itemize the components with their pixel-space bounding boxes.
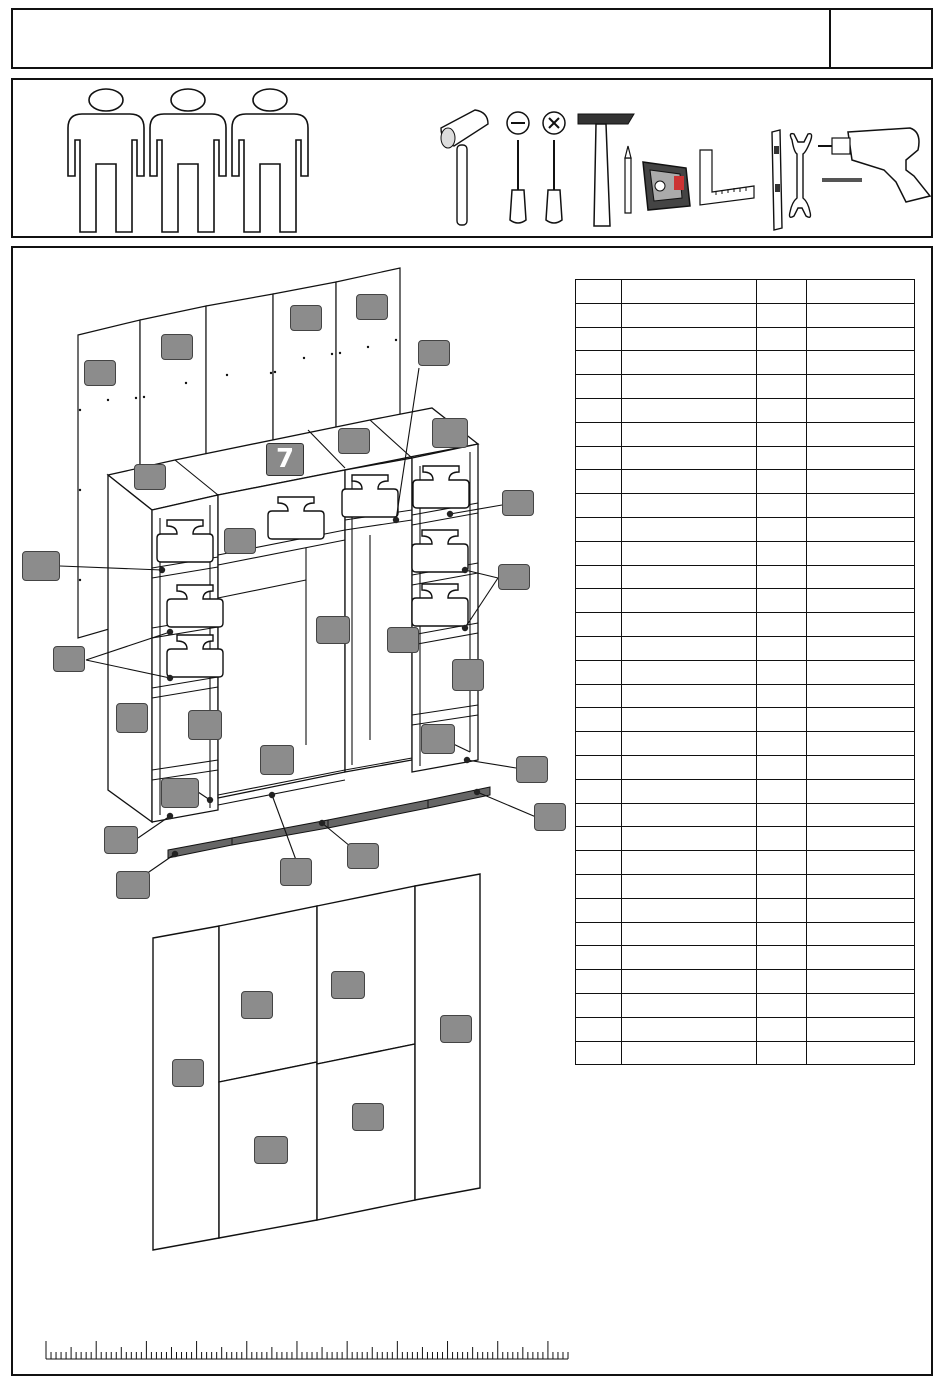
parts-table-row xyxy=(576,660,915,684)
parts-table-cell xyxy=(757,375,807,399)
part-tag xyxy=(254,1136,288,1164)
part-tag xyxy=(134,464,166,490)
parts-table-cell xyxy=(807,898,915,922)
parts-table-cell xyxy=(807,398,915,422)
parts-table-cell xyxy=(622,946,757,970)
part-tag xyxy=(161,334,193,360)
parts-table-cell xyxy=(576,827,622,851)
part-tag xyxy=(172,1059,204,1087)
parts-table-cell xyxy=(807,827,915,851)
parts-table-cell xyxy=(576,351,622,375)
parts-table-cell xyxy=(757,327,807,351)
parts-table-cell xyxy=(576,660,622,684)
parts-table-cell xyxy=(807,851,915,875)
parts-table-cell xyxy=(622,589,757,613)
parts-table-cell xyxy=(576,636,622,660)
parts-table-cell xyxy=(576,922,622,946)
parts-table-cell xyxy=(807,565,915,589)
parts-table-cell xyxy=(622,494,757,518)
parts-table-cell xyxy=(576,303,622,327)
parts-table-cell xyxy=(807,351,915,375)
parts-table-cell xyxy=(576,517,622,541)
parts-table-cell xyxy=(807,303,915,327)
parts-table-cell xyxy=(757,636,807,660)
try-square-icon xyxy=(700,150,754,205)
parts-table-row xyxy=(576,993,915,1017)
parts-table-cell xyxy=(576,803,622,827)
parts-table-cell xyxy=(622,660,757,684)
parts-table-cell xyxy=(576,613,622,637)
parts-table-cell xyxy=(807,613,915,637)
part-tag xyxy=(116,871,150,899)
parts-table-cell xyxy=(757,1017,807,1041)
parts-table-cell xyxy=(757,1041,807,1065)
parts-table-row xyxy=(576,375,915,399)
parts-table-cell xyxy=(576,422,622,446)
parts-table-row xyxy=(576,946,915,970)
parts-table-cell xyxy=(807,946,915,970)
part-tag xyxy=(188,710,222,740)
parts-table-cell xyxy=(807,684,915,708)
part-tag xyxy=(161,778,199,808)
part-tag xyxy=(418,340,450,366)
parts-table-cell xyxy=(622,422,757,446)
part-tag xyxy=(452,659,484,691)
part-tag xyxy=(331,971,365,999)
parts-table-cell xyxy=(757,541,807,565)
parts-table-cell xyxy=(576,755,622,779)
parts-table-cell xyxy=(576,779,622,803)
parts-table-cell xyxy=(622,922,757,946)
part-tag xyxy=(338,428,370,454)
ruler xyxy=(46,1341,568,1359)
wrench-icon xyxy=(790,134,812,218)
parts-table-row xyxy=(576,422,915,446)
parts-table-cell xyxy=(576,732,622,756)
parts-table-cell xyxy=(757,993,807,1017)
parts-table-cell xyxy=(576,541,622,565)
parts-table-cell xyxy=(622,613,757,637)
parts-table-cell xyxy=(757,613,807,637)
phillips-screwdriver-icon xyxy=(543,112,565,223)
parts-table-cell xyxy=(757,422,807,446)
parts-table-cell xyxy=(807,874,915,898)
parts-table-cell xyxy=(807,922,915,946)
parts-table-row xyxy=(576,1041,915,1065)
person-icon xyxy=(232,89,308,232)
parts-table-cell xyxy=(622,303,757,327)
parts-table-cell xyxy=(807,993,915,1017)
parts-table-cell xyxy=(576,993,622,1017)
parts-table-row xyxy=(576,351,915,375)
part-tag xyxy=(316,616,350,644)
parts-table-cell xyxy=(757,827,807,851)
parts-table-cell xyxy=(622,1041,757,1065)
parts-table-cell xyxy=(757,351,807,375)
parts-table-cell xyxy=(757,660,807,684)
parts-table-cell xyxy=(807,470,915,494)
parts-table-row xyxy=(576,636,915,660)
parts-table-cell xyxy=(576,470,622,494)
parts-table-row xyxy=(576,1017,915,1041)
parts-table-cell xyxy=(576,708,622,732)
part-tag xyxy=(440,1015,472,1043)
parts-table-row xyxy=(576,280,915,304)
part-tag xyxy=(53,646,85,672)
parts-table xyxy=(575,279,915,1065)
parts-table-cell xyxy=(807,970,915,994)
mallet-icon xyxy=(441,110,488,225)
parts-table-row xyxy=(576,565,915,589)
parts-table-cell xyxy=(576,375,622,399)
parts-table-cell xyxy=(576,874,622,898)
parts-table-cell xyxy=(576,565,622,589)
parts-table-cell xyxy=(576,970,622,994)
part-tag xyxy=(104,826,138,854)
parts-table-row xyxy=(576,898,915,922)
parts-table-row xyxy=(576,732,915,756)
parts-table-cell xyxy=(757,470,807,494)
parts-table-row xyxy=(576,517,915,541)
parts-table-cell xyxy=(576,446,622,470)
parts-table-row xyxy=(576,708,915,732)
parts-table-cell xyxy=(757,565,807,589)
parts-table-row xyxy=(576,922,915,946)
parts-table-cell xyxy=(757,946,807,970)
parts-table-cell xyxy=(622,565,757,589)
part-tag xyxy=(347,843,379,869)
person-icon xyxy=(68,89,144,232)
parts-table-row xyxy=(576,755,915,779)
parts-table-cell xyxy=(757,779,807,803)
parts-table-cell xyxy=(807,636,915,660)
parts-table-cell xyxy=(807,755,915,779)
part-tag xyxy=(432,418,468,448)
parts-table-cell xyxy=(622,541,757,565)
parts-table-cell xyxy=(622,732,757,756)
parts-table-cell xyxy=(576,898,622,922)
drill-icon xyxy=(818,128,930,202)
step-number-badge: 7 xyxy=(266,443,304,476)
parts-table-cell xyxy=(622,779,757,803)
parts-table-cell xyxy=(576,280,622,304)
parts-table-cell xyxy=(757,898,807,922)
parts-table-cell xyxy=(807,708,915,732)
part-tag xyxy=(421,724,455,754)
part-tag xyxy=(224,528,256,554)
part-tag xyxy=(516,756,548,783)
parts-table-cell xyxy=(576,398,622,422)
parts-table-cell xyxy=(757,589,807,613)
parts-table-cell xyxy=(807,494,915,518)
parts-table-cell xyxy=(622,803,757,827)
parts-table-row xyxy=(576,684,915,708)
parts-table-row xyxy=(576,327,915,351)
parts-table-cell xyxy=(807,327,915,351)
parts-table-cell xyxy=(757,732,807,756)
parts-table-cell xyxy=(757,446,807,470)
parts-table-cell xyxy=(622,375,757,399)
parts-table-cell xyxy=(807,589,915,613)
part-tag xyxy=(260,745,294,775)
part-tag xyxy=(356,294,388,320)
parts-table-cell xyxy=(757,755,807,779)
parts-table-cell xyxy=(622,970,757,994)
parts-table-row xyxy=(576,303,915,327)
parts-table-cell xyxy=(576,946,622,970)
parts-table-cell xyxy=(576,327,622,351)
parts-table-cell xyxy=(757,708,807,732)
parts-table-cell xyxy=(622,993,757,1017)
parts-table-cell xyxy=(807,446,915,470)
parts-table-cell xyxy=(622,708,757,732)
parts-table-cell xyxy=(622,898,757,922)
spirit-level-icon xyxy=(772,130,782,230)
parts-table-row xyxy=(576,970,915,994)
parts-table-row xyxy=(576,851,915,875)
parts-table-cell xyxy=(807,732,915,756)
part-tag xyxy=(22,551,60,581)
parts-table-cell xyxy=(757,922,807,946)
part-tag xyxy=(84,360,116,386)
parts-table-cell xyxy=(807,779,915,803)
parts-table-cell xyxy=(807,1017,915,1041)
parts-table-cell xyxy=(576,1041,622,1065)
parts-table-row xyxy=(576,589,915,613)
parts-table-cell xyxy=(622,636,757,660)
parts-table-row xyxy=(576,446,915,470)
parts-table-cell xyxy=(807,803,915,827)
parts-table-cell xyxy=(622,280,757,304)
parts-table-cell xyxy=(807,660,915,684)
part-tag xyxy=(116,703,148,733)
parts-table-cell xyxy=(622,874,757,898)
parts-table-cell xyxy=(757,280,807,304)
part-tag xyxy=(280,858,312,886)
parts-table-row xyxy=(576,494,915,518)
parts-table-cell xyxy=(807,375,915,399)
person-icon xyxy=(150,89,226,232)
parts-table-cell xyxy=(757,494,807,518)
parts-table-cell xyxy=(757,517,807,541)
parts-table-cell xyxy=(807,280,915,304)
parts-table-cell xyxy=(757,803,807,827)
part-tag xyxy=(502,490,534,516)
parts-table-cell xyxy=(807,1041,915,1065)
parts-table-cell xyxy=(622,827,757,851)
pencil-icon xyxy=(625,146,631,213)
parts-table-row xyxy=(576,874,915,898)
parts-table-cell xyxy=(576,684,622,708)
parts-table-cell xyxy=(757,851,807,875)
parts-table-row xyxy=(576,613,915,637)
parts-table-row xyxy=(576,803,915,827)
parts-table-cell xyxy=(622,1017,757,1041)
parts-table-cell xyxy=(622,851,757,875)
parts-table-cell xyxy=(622,398,757,422)
parts-table-cell xyxy=(576,851,622,875)
parts-table-cell xyxy=(622,517,757,541)
parts-table-cell xyxy=(576,1017,622,1041)
parts-table-row xyxy=(576,541,915,565)
parts-table-cell xyxy=(757,303,807,327)
part-tag xyxy=(290,305,322,331)
parts-table-cell xyxy=(622,351,757,375)
parts-table-cell xyxy=(576,589,622,613)
parts-table-row xyxy=(576,470,915,494)
parts-table-cell xyxy=(757,874,807,898)
part-tag xyxy=(352,1103,384,1131)
parts-table-cell xyxy=(757,970,807,994)
parts-table-row xyxy=(576,398,915,422)
part-tag xyxy=(534,803,566,831)
parts-table-cell xyxy=(622,470,757,494)
part-tag xyxy=(241,991,273,1019)
parts-table-cell xyxy=(757,398,807,422)
tape-measure-icon xyxy=(643,162,690,210)
parts-table-cell xyxy=(622,684,757,708)
flat-screwdriver-icon xyxy=(507,112,529,223)
parts-table-cell xyxy=(807,541,915,565)
part-tag xyxy=(498,564,530,590)
parts-table-cell xyxy=(622,755,757,779)
parts-table-row xyxy=(576,779,915,803)
parts-table-cell xyxy=(622,446,757,470)
parts-table-row xyxy=(576,827,915,851)
part-tag xyxy=(387,627,419,653)
parts-table-cell xyxy=(757,684,807,708)
parts-table-cell xyxy=(622,327,757,351)
parts-table-cell xyxy=(807,422,915,446)
parts-table-cell xyxy=(576,494,622,518)
parts-table-cell xyxy=(807,517,915,541)
